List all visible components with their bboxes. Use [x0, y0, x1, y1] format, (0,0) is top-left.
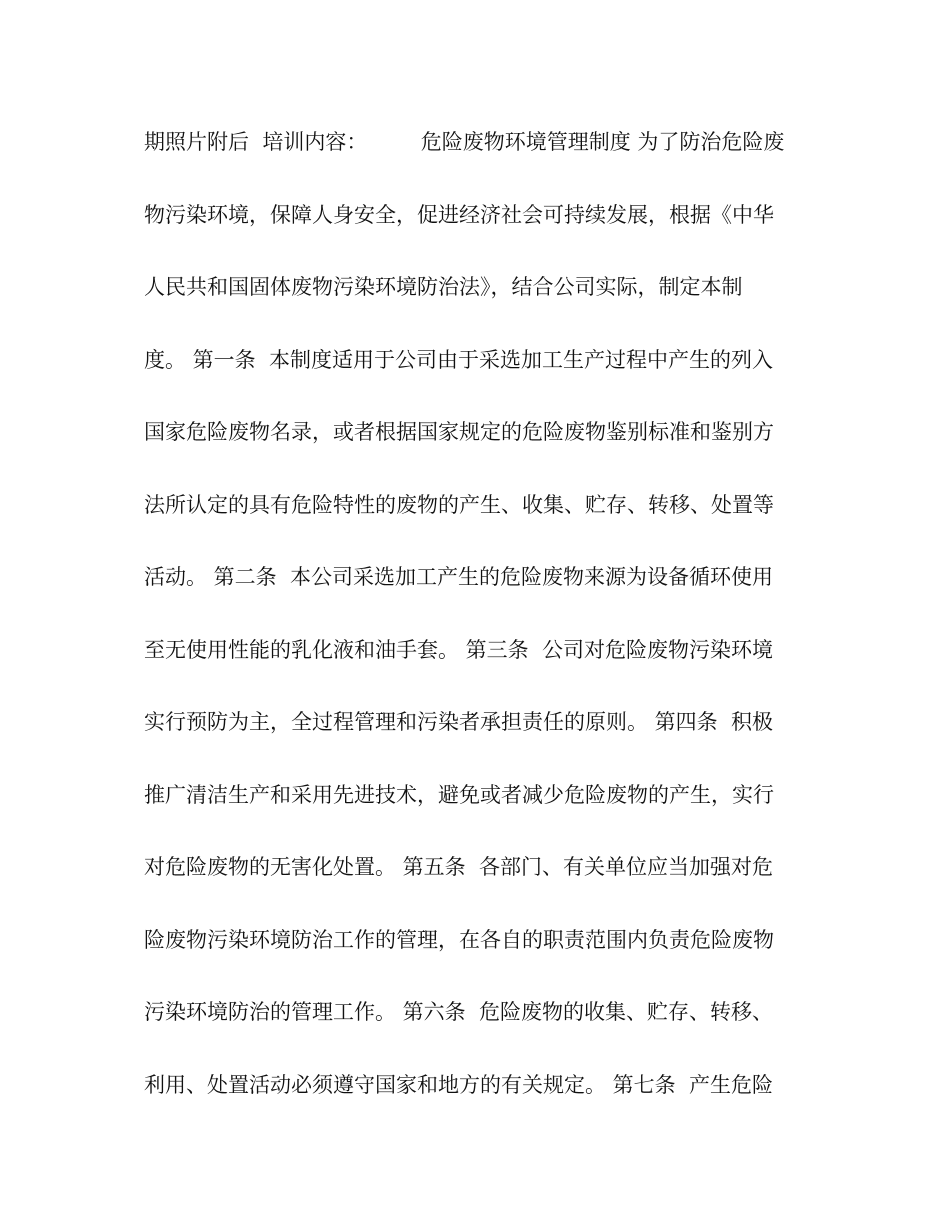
text-line: 对危险废物的无害化处置。 第五条 各部门、有关单位应当加强对危	[144, 855, 774, 879]
text-line: 期照片附后 培训内容： 危险废物环境管理制度 为了防治危险废	[144, 130, 785, 154]
text-line: 实行预防为主，全过程管理和污染者承担责任的原则。 第四条 积极	[144, 710, 774, 734]
text-line: 度。 第一条 本制度适用于公司由于采选加工生产过程中产生的列入	[144, 348, 774, 372]
text-line: 活动。 第二条 本公司采选加工产生的危险废物来源为设备循环使用	[144, 565, 774, 589]
text-line: 法所认定的具有危险特性的废物的产生、收集、贮存、转移、处置等	[144, 493, 774, 517]
text-line: 利用、处置活动必须遵守国家和地方的有关规定。 第七条 产生危险	[144, 1073, 774, 1097]
text-line: 险废物污染环境防治工作的管理，在各自的职责范围内负责危险废物	[144, 928, 774, 952]
text-line: 推广清洁生产和采用先进技术，避免或者减少危险废物的产生，实行	[144, 783, 774, 807]
text-line: 物污染环境，保障人身安全，促进经济社会可持续发展，根据《中华	[144, 203, 774, 227]
text-line: 人民共和国固体废物污染环境防治法》，结合公司实际，制定本制	[144, 275, 743, 299]
text-line: 污染环境防治的管理工作。 第六条 危险废物的收集、贮存、转移、	[144, 1000, 774, 1024]
text-line: 至无使用性能的乳化液和油手套。 第三条 公司对危险废物污染环境	[144, 638, 774, 662]
text-line: 国家危险废物名录，或者根据国家规定的危险废物鉴别标准和鉴别方	[144, 420, 774, 444]
